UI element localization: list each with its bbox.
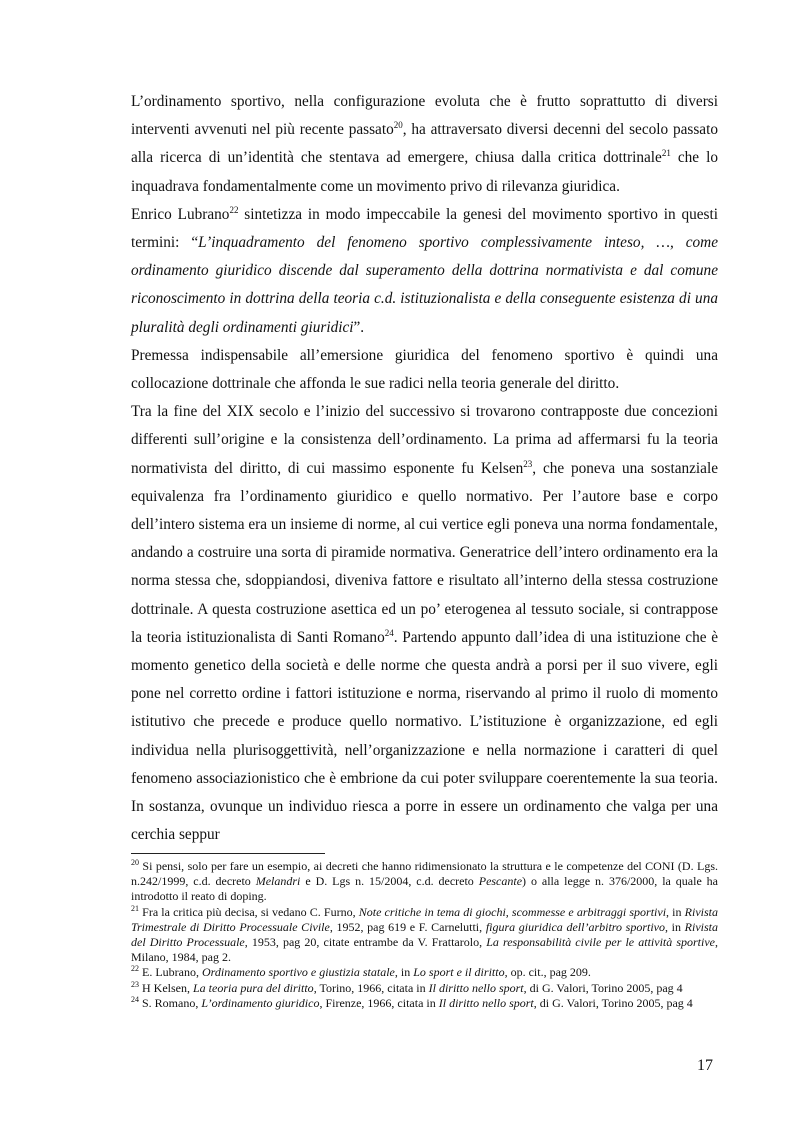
text: , Torino, 1966, citata in	[313, 980, 429, 995]
italic-text: L’ordinamento giuridico	[201, 995, 320, 1010]
text: , ha attraversato diversi decenni del secolo passato alla ricerca di un’identità che stentava ad emergere, chiusa dalla critica dottrinale	[131, 121, 718, 167]
footnote-22	[131, 965, 718, 980]
text: che lo inquadrava fondamentalmente come un movimento privo di rilevanza giuridica.	[131, 149, 718, 195]
paragraph-2	[131, 201, 718, 342]
footnote-number: 22	[131, 964, 139, 974]
text: , Firenze, 1966, citata in	[319, 995, 439, 1010]
text: , di G. Valori, Torino 2005, pag 4	[533, 995, 693, 1010]
footnote-ref-24: 24	[384, 627, 394, 638]
footnote-21	[131, 905, 718, 966]
italic-text: Rivista del Diritto Processuale	[131, 919, 718, 950]
footnote-ref-22: 22	[229, 204, 239, 215]
italic-text: Il diritto nello sport	[438, 995, 534, 1010]
text: , 1952, pag 619 e F. Carnelutti,	[329, 919, 486, 934]
text: , in	[394, 965, 414, 980]
footnote-number: 23	[131, 979, 139, 989]
footnote-ref-21: 21	[661, 148, 671, 159]
text: . Partendo appunto dall’idea di una istituzione che è momento genetico della società e delle norme che questa andrà a porsi per il suo vivere, egli pone nel corretto ordine i fattori istituzione e norma, riservando al primo il ruolo di momento istitutivo che precede e produce quello normativo. L’istituzione è organizzazione, ed egli individua nella plurisoggettività, nell’organizzazione e nella normazione i caratteri di quel fenomeno associazionistico che è embrione da cui poter sviluppare coerentemente la sua teoria. In sostanza, ovunque un individuo riesca a porre in essere un ordinamento che valga per una cerchia seppur	[131, 628, 718, 844]
italic-text: Rivista Trimestrale di Diritto Processuale Civile	[131, 904, 718, 934]
text: ”.	[353, 318, 365, 336]
text: , 1953, pag 20, citate entrambe da V. Frattarolo,	[244, 935, 487, 950]
text: , Milano, 1984, pag 2.	[131, 935, 718, 965]
text: , di G. Valori, Torino 2005, pag 4	[523, 980, 683, 995]
footnote-ref-23: 23	[523, 458, 533, 469]
paragraph-4	[131, 398, 718, 849]
footnote-separator	[131, 853, 325, 854]
italic-text: figura giuridica dell’arbitro sportivo	[485, 919, 666, 934]
text: L’ordinamento sportivo, nella configurazione evoluta che è frutto soprattutto di diversi interventi avvenuti nel più recente passato	[131, 93, 718, 139]
italic-text: Pescante	[478, 874, 523, 889]
footnote-number: 21	[131, 903, 139, 913]
footnote-number: 20	[131, 858, 139, 867]
italic-text: La responsabilità civile per le attività sportive	[486, 935, 715, 950]
text: H Kelsen,	[139, 980, 193, 995]
paragraph-3: Premessa indispensabile all’emersione giuridica del fenomeno sportivo è quindi una collocazione dottrinale che affonda le sue radici nella teoria generale del diritto.	[131, 346, 718, 393]
page-number: 17	[697, 1057, 713, 1074]
text: , in	[665, 919, 685, 934]
text: sintetizza in modo impeccabile la genesi del movimento sportivo in questi termini: “	[131, 205, 719, 252]
footnote-23	[131, 981, 718, 996]
italic-text: Ordinamento sportivo e giustizia statale	[201, 965, 395, 980]
text: , op. cit., pag 209.	[504, 965, 591, 980]
footnote-20	[131, 859, 718, 905]
italic-text: La teoria pura del diritto	[193, 980, 314, 995]
text: Tra la fine del XIX secolo e l’inizio del successivo si trovarono contrapposte due concezioni differenti sull’origine e la consistenza dell’ordinamento. La prima ad affermarsi fu la teoria normativista del diritto, di cui massimo esponente fu Kelsen	[131, 403, 718, 477]
text: S. Romano,	[139, 995, 202, 1010]
italic-text: Lo sport e il diritto	[413, 965, 505, 980]
text: Enrico Lubrano	[131, 205, 230, 223]
main-text	[131, 88, 718, 849]
text: Fra la critica più decisa, si vedano C. Furno,	[139, 904, 359, 919]
paragraph-1	[131, 88, 718, 201]
footnotes	[131, 859, 718, 1011]
quotation: L’inquadramento del fenomeno sportivo complessivamente inteso, …, come ordinamento giuridico discende dal superamento della dottrina normativista e dal comune riconoscimento in dottrina della teoria c.d. istituzionalista e della conseguente esistenza di una pluralità degli ordinamenti giuridici	[131, 234, 718, 336]
text: e D. Lgs n. 15/2004, c.d. decreto	[300, 874, 479, 889]
text: , in	[666, 904, 685, 919]
italic-text: Note critiche in tema di giochi, scommesse e arbitraggi sportivi	[358, 904, 667, 919]
footnote-number: 24	[131, 994, 139, 1004]
footnote-24	[131, 996, 718, 1011]
text: Si pensi, solo per fare un esempio, ai decreti che hanno ridimensionato la struttura e le competenze del CONI (D. Lgs. n.242/1999, c.d. decreto	[131, 859, 718, 889]
text: E. Lubrano,	[139, 965, 202, 980]
footnote-ref-20: 20	[393, 120, 403, 131]
italic-text: Melandri	[255, 874, 301, 889]
text: , che poneva una sostanziale equivalenza fra l’ordinamento giuridico e quello normativo. Per l’autore base e corpo dell’intero sistema era un insieme di norme, al cui vertice egli poneva una norma fondamentale, andando a costruire una sorta di piramide normativa. Generatrice dell’intero ordinamento era la norma stessa che, sdoppiandosi, diveniva fattore e risultato all’interno della stessa costruzione dottrinale. A questa costruzione asettica ed un po’ eterogenea al tessuto sociale, si contrappose la teoria istituzionalista di Santi Romano	[131, 459, 718, 646]
text: ) o alla legge n. 376/2000, la quale ha introdotto il reato di doping.	[131, 874, 719, 904]
italic-text: Il diritto nello sport	[428, 980, 524, 995]
